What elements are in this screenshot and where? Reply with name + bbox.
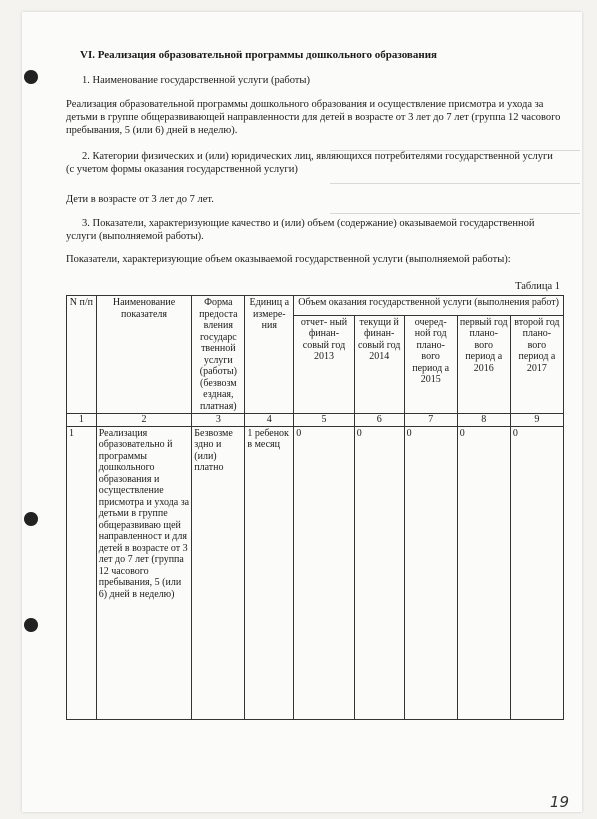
bleed-through-line xyxy=(330,183,580,184)
header-unit: Единиц а измере- ния xyxy=(245,296,294,414)
column-number-row xyxy=(67,414,564,427)
column-number: 5 xyxy=(294,414,355,427)
column-number: 8 xyxy=(457,414,510,427)
row-value-2013: 0 xyxy=(294,426,355,719)
header-year-2013: отчет- ный финан- совый год 2013 xyxy=(294,315,355,413)
binder-hole xyxy=(24,618,38,632)
header-year-2014: текущи й финан- совый год 2014 xyxy=(354,315,404,413)
header-number: N п/п xyxy=(67,296,97,414)
column-number: 6 xyxy=(354,414,404,427)
header-indicator-name: Наименование показателя xyxy=(96,296,192,414)
service-name-paragraph: Реализация образовательной программы дошкольного образования и осуществление присмотра и ухода за детьми в группе общеразвивающей направленности для детей в возрасте от 3 лет до 7 лет (группа 12 часового пребывания, 5 (или 6) дней в неделю). xyxy=(66,99,561,136)
header-service-form: Форма предоста вления государс твенной услуги (работы) (безвозм ездная, платная) xyxy=(192,296,245,414)
header-year-2017: второй год плано- вого период а 2017 xyxy=(510,315,563,413)
column-number: 1 xyxy=(67,414,97,427)
column-number: 4 xyxy=(245,414,294,427)
column-number: 7 xyxy=(404,414,457,427)
binder-hole xyxy=(24,512,38,526)
row-value-2016: 0 xyxy=(457,426,510,719)
header-year-2015: очеред- ной год плано- вого период а 2015 xyxy=(404,315,457,413)
indicators-paragraph: Показатели, характеризующие объем оказываемой государственной услуги (выполняемой работы): xyxy=(66,254,511,265)
row-number: 1 xyxy=(67,426,97,719)
row-value-2017: 0 xyxy=(510,426,563,719)
row-indicator-name: Реализация образовательно й программы дошкольного образования и осуществление присмотра и ухода за детьми в группе общеразвиваю щей направленност и для детей в возрасте от 3 лет до 7 лет (группа 12 часового пребывания, 5 (или 6) дней в неделю) xyxy=(96,426,192,719)
consumers-paragraph: Дети в возрасте от 3 лет до 7 лет. xyxy=(66,194,214,205)
row-value-2014: 0 xyxy=(354,426,404,719)
column-number: 3 xyxy=(192,414,245,427)
column-number: 2 xyxy=(96,414,192,427)
row-unit: 1 ребенок в месяц xyxy=(245,426,294,719)
bleed-through-line xyxy=(330,213,580,214)
column-number: 9 xyxy=(510,414,563,427)
table-row xyxy=(67,426,564,719)
header-volume-group: Объем оказания государственной услуги (выполнения работ) xyxy=(294,296,564,316)
table-caption: Таблица 1 xyxy=(515,281,560,292)
item-1-label: 1. Наименование государственной услуги (работы) xyxy=(82,75,310,86)
section-heading: VI. Реализация образовательной программы дошкольного образования xyxy=(80,49,437,61)
item-2-paragraph: 2. Категории физических и (или) юридических лиц, являющихся потребителями государственной услуги (с учетом формы оказания государственной услуги) xyxy=(66,151,553,175)
item-3-paragraph: 3. Показатели, характеризующие качество и (или) объем (содержание) оказываемой государственной услуги (выполняемой работы). xyxy=(66,218,535,242)
header-year-2016: первый год плано- вого период а 2016 xyxy=(457,315,510,413)
binder-hole xyxy=(24,70,38,84)
row-service-form: Безвозме здно и (или) платно xyxy=(192,426,245,719)
volume-indicators-table xyxy=(66,295,564,720)
page-number: 19 xyxy=(549,793,569,811)
row-value-2015: 0 xyxy=(404,426,457,719)
